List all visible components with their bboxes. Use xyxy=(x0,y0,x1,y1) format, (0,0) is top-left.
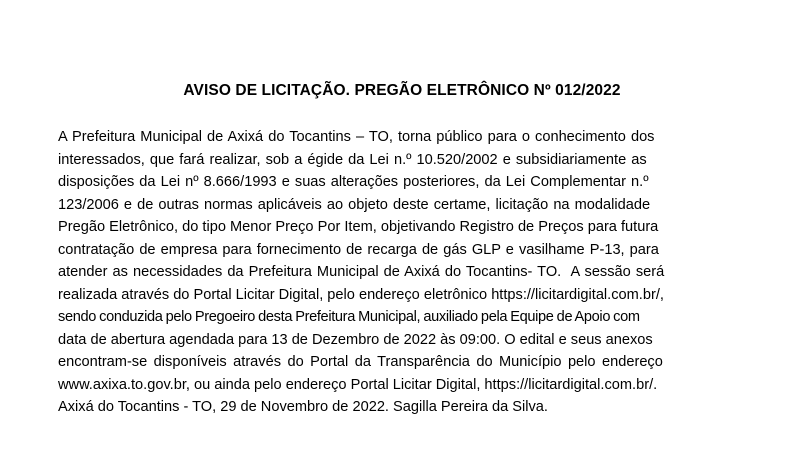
body-line: Axixá do Tocantins - TO, 29 de Novembro de 2022. Sagilla Pereira da Silva. xyxy=(58,399,548,415)
body-line: 123/2006 e de outras normas aplicáveis ao objeto deste certame, licitação na modalidade xyxy=(58,196,651,213)
document-body xyxy=(58,126,748,419)
body-line: contratação de empresa para fornecimento de recarga de gás GLP e vasilhame P-13, para xyxy=(58,241,659,258)
body-line: Pregão Eletrônico, do tipo Menor Preço Por Item, objetivando Registro de Preços para futura xyxy=(58,219,659,235)
body-line: A Prefeitura Municipal de Axixá do Tocantins – TO, torna público para o conhecimento dos xyxy=(58,129,655,145)
body-line: realizada através do Portal Licitar Digital, pelo endereço eletrônico https://licitardigital.com.br/, xyxy=(58,286,664,303)
page-title: AVISO DE LICITAÇÃO. PREGÃO ELETRÔNICO Nº 012/2022 xyxy=(183,82,621,99)
body-line: data de abertura agendada para 13 de Dezembro de 2022 às 09:00. O edital e seus anexos xyxy=(58,331,653,348)
body-line: www.axixa.to.gov.br, ou ainda pelo endereço Portal Licitar Digital, https://licitardigital.com.br/. xyxy=(58,376,658,393)
notice-paragraph xyxy=(58,126,748,419)
body-line: disposições da Lei nº 8.666/1993 e suas alterações posteriores, da Lei Complementar n.º xyxy=(58,174,649,190)
body-line: atender as necessidades da Prefeitura Municipal de Axixá do Tocantins- TO. A sessão será xyxy=(58,264,665,280)
body-line: encontram-se disponíveis através do Portal da Transparência do Município pelo endereço xyxy=(58,354,663,370)
body-line: interessados, que fará realizar, sob a égide da Lei n.º 10.520/2002 e subsidiariamente as xyxy=(58,151,647,168)
body-line: sendo conduzida pelo Pregoeiro desta Prefeitura Municipal, auxiliado pela Equipe de Apoio com xyxy=(58,309,640,325)
